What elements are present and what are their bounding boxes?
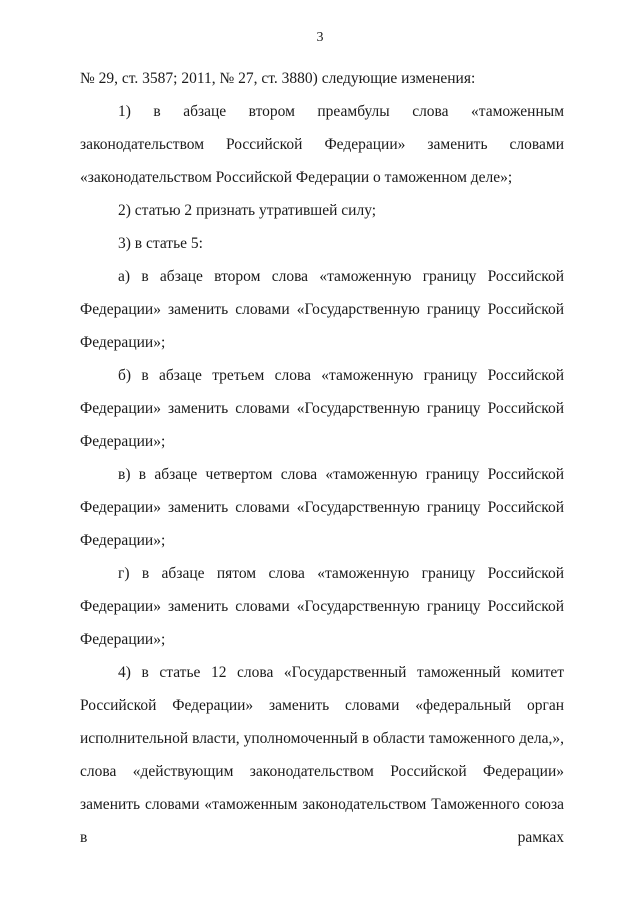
page-number: 3 bbox=[316, 30, 324, 45]
paragraph-item-3a: а) в абзаце втором слова «таможенную границу Российской Федерации» заменить словами «Государственную границу Российской Федерации»; bbox=[80, 268, 564, 351]
paragraph-item-2: 2) статью 2 признать утратившей силу; bbox=[118, 202, 377, 219]
paragraph-item-4: 4) в статье 12 слова «Государственный таможенный комитет Российской Федерации» заменить словами «федеральный орган исполнительной власти, уполномоченный в области таможенного дела,», слова «действующим законодательством Российской Федерации» заменить словами «таможенным законодательством Таможенного союза в рамках bbox=[80, 664, 564, 846]
paragraph-intro: № 29, ст. 3587; 2011, № 27, ст. 3880) следующие изменения: bbox=[80, 70, 476, 87]
paragraph-item-3b: б) в абзаце третьем слова «таможенную границу Российской Федерации» заменить словами «Государственную границу Российской Федерации»; bbox=[80, 367, 564, 450]
paragraph-item-3g: г) в абзаце пятом слова «таможенную границу Российской Федерации» заменить словами «Государственную границу Российской Федерации»; bbox=[80, 565, 564, 648]
paragraph-item-3v: в) в абзаце четвертом слова «таможенную границу Российской Федерации» заменить словами «Государственную границу Российской Федерации»; bbox=[80, 466, 564, 549]
paragraph-item-1: 1) в абзаце втором преамбулы слова «таможенным законодательством Российской Федерации» заменить словами «законодательством Российской Федерации о таможенном деле»; bbox=[80, 103, 564, 186]
paragraph-item-3: 3) в статье 5: bbox=[118, 235, 203, 252]
